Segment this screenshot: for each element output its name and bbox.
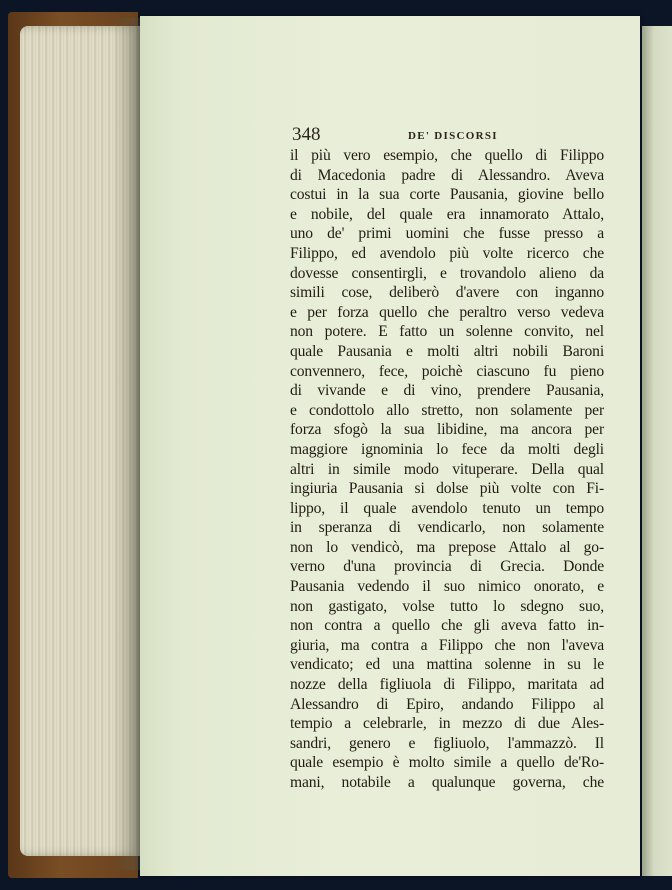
text-line: forza sfogò la sua libidine, ma ancora per [290,421,604,439]
text-line: maggiore ignominia lo fece da molti degli [290,440,604,458]
text-line: di Macedonia padre di Alessandro. Aveva [290,166,604,184]
text-line: uno de' primi uomini che fusse presso a [290,225,604,243]
facing-page-edge [642,26,672,876]
text-line: vendicato; ed una mattina solenne in su le [290,656,604,674]
text-line: Alessandro di Epiro, andando Filippo al [290,695,604,713]
text-line: non contra a quello che gli aveva fatto in- [290,617,604,635]
running-head: DE' DISCORSI [408,130,498,142]
text-line: dovesse consentirgli, e trovandolo alieno da [290,264,604,282]
text-line: di vivande e di vino, prendere Pausania, [290,382,604,400]
text-line: quale Pausania e molti altri nobili Baroni [290,342,604,360]
text-line: simili cose, deliberò d'avere con inganno [290,284,604,302]
text-line: e condottolo allo stretto, non solamente per [290,401,604,419]
text-line: tempio a celebrarle, in mezzo di due Ales- [290,715,604,733]
text-line: mani, notabile a qualunque governa, che [290,774,604,791]
text-line: nozze della figliuola di Filippo, maritata ad [290,676,604,694]
body-text [290,146,604,793]
text-line: Filippo, ed avendolo più volte ricerco che [290,244,604,262]
page-header [292,124,614,146]
text-line: e nobile, del quale era innamorato Attalo, [290,205,604,223]
text-line: quale esempio è molto simile a quello de'Ro- [290,754,604,772]
text-line: non potere. E fatto un solenne convito, nel [290,323,604,341]
text-line: in speranza di vendicarlo, non solamente [290,519,604,537]
text-line: costui in la sua corte Pausania, giovine bello [290,186,604,204]
text-line: convennero, fece, poichè ciascuno fu pieno [290,362,604,380]
text-line: ingiuria Pausania si dolse più volte con Fi- [290,480,604,498]
text-line: Pausania vedendo il suo nimico onorato, e [290,578,604,596]
text-line: giuria, ma contra a Filippo che non l'aveva [290,636,604,654]
text-line: verno d'una provincia di Grecia. Donde [290,558,604,576]
text-line: il più vero esempio, che quello di Filippo [290,147,604,164]
text-line: sandri, genero e figliuolo, l'ammazzò. Il [290,734,604,752]
text-line: lippo, il quale avendolo tenuto un tempo [290,499,604,517]
text-line: e per forza quello che peraltro verso vedeva [290,303,604,321]
text-line: altri in simile modo vituperare. Della qual [290,460,604,478]
page-number: 348 [292,124,321,145]
text-line: non lo vendicò, ma prepose Attalo al go- [290,538,604,556]
text-line: non gastigato, volse tutto lo sdegno suo, [290,597,604,615]
